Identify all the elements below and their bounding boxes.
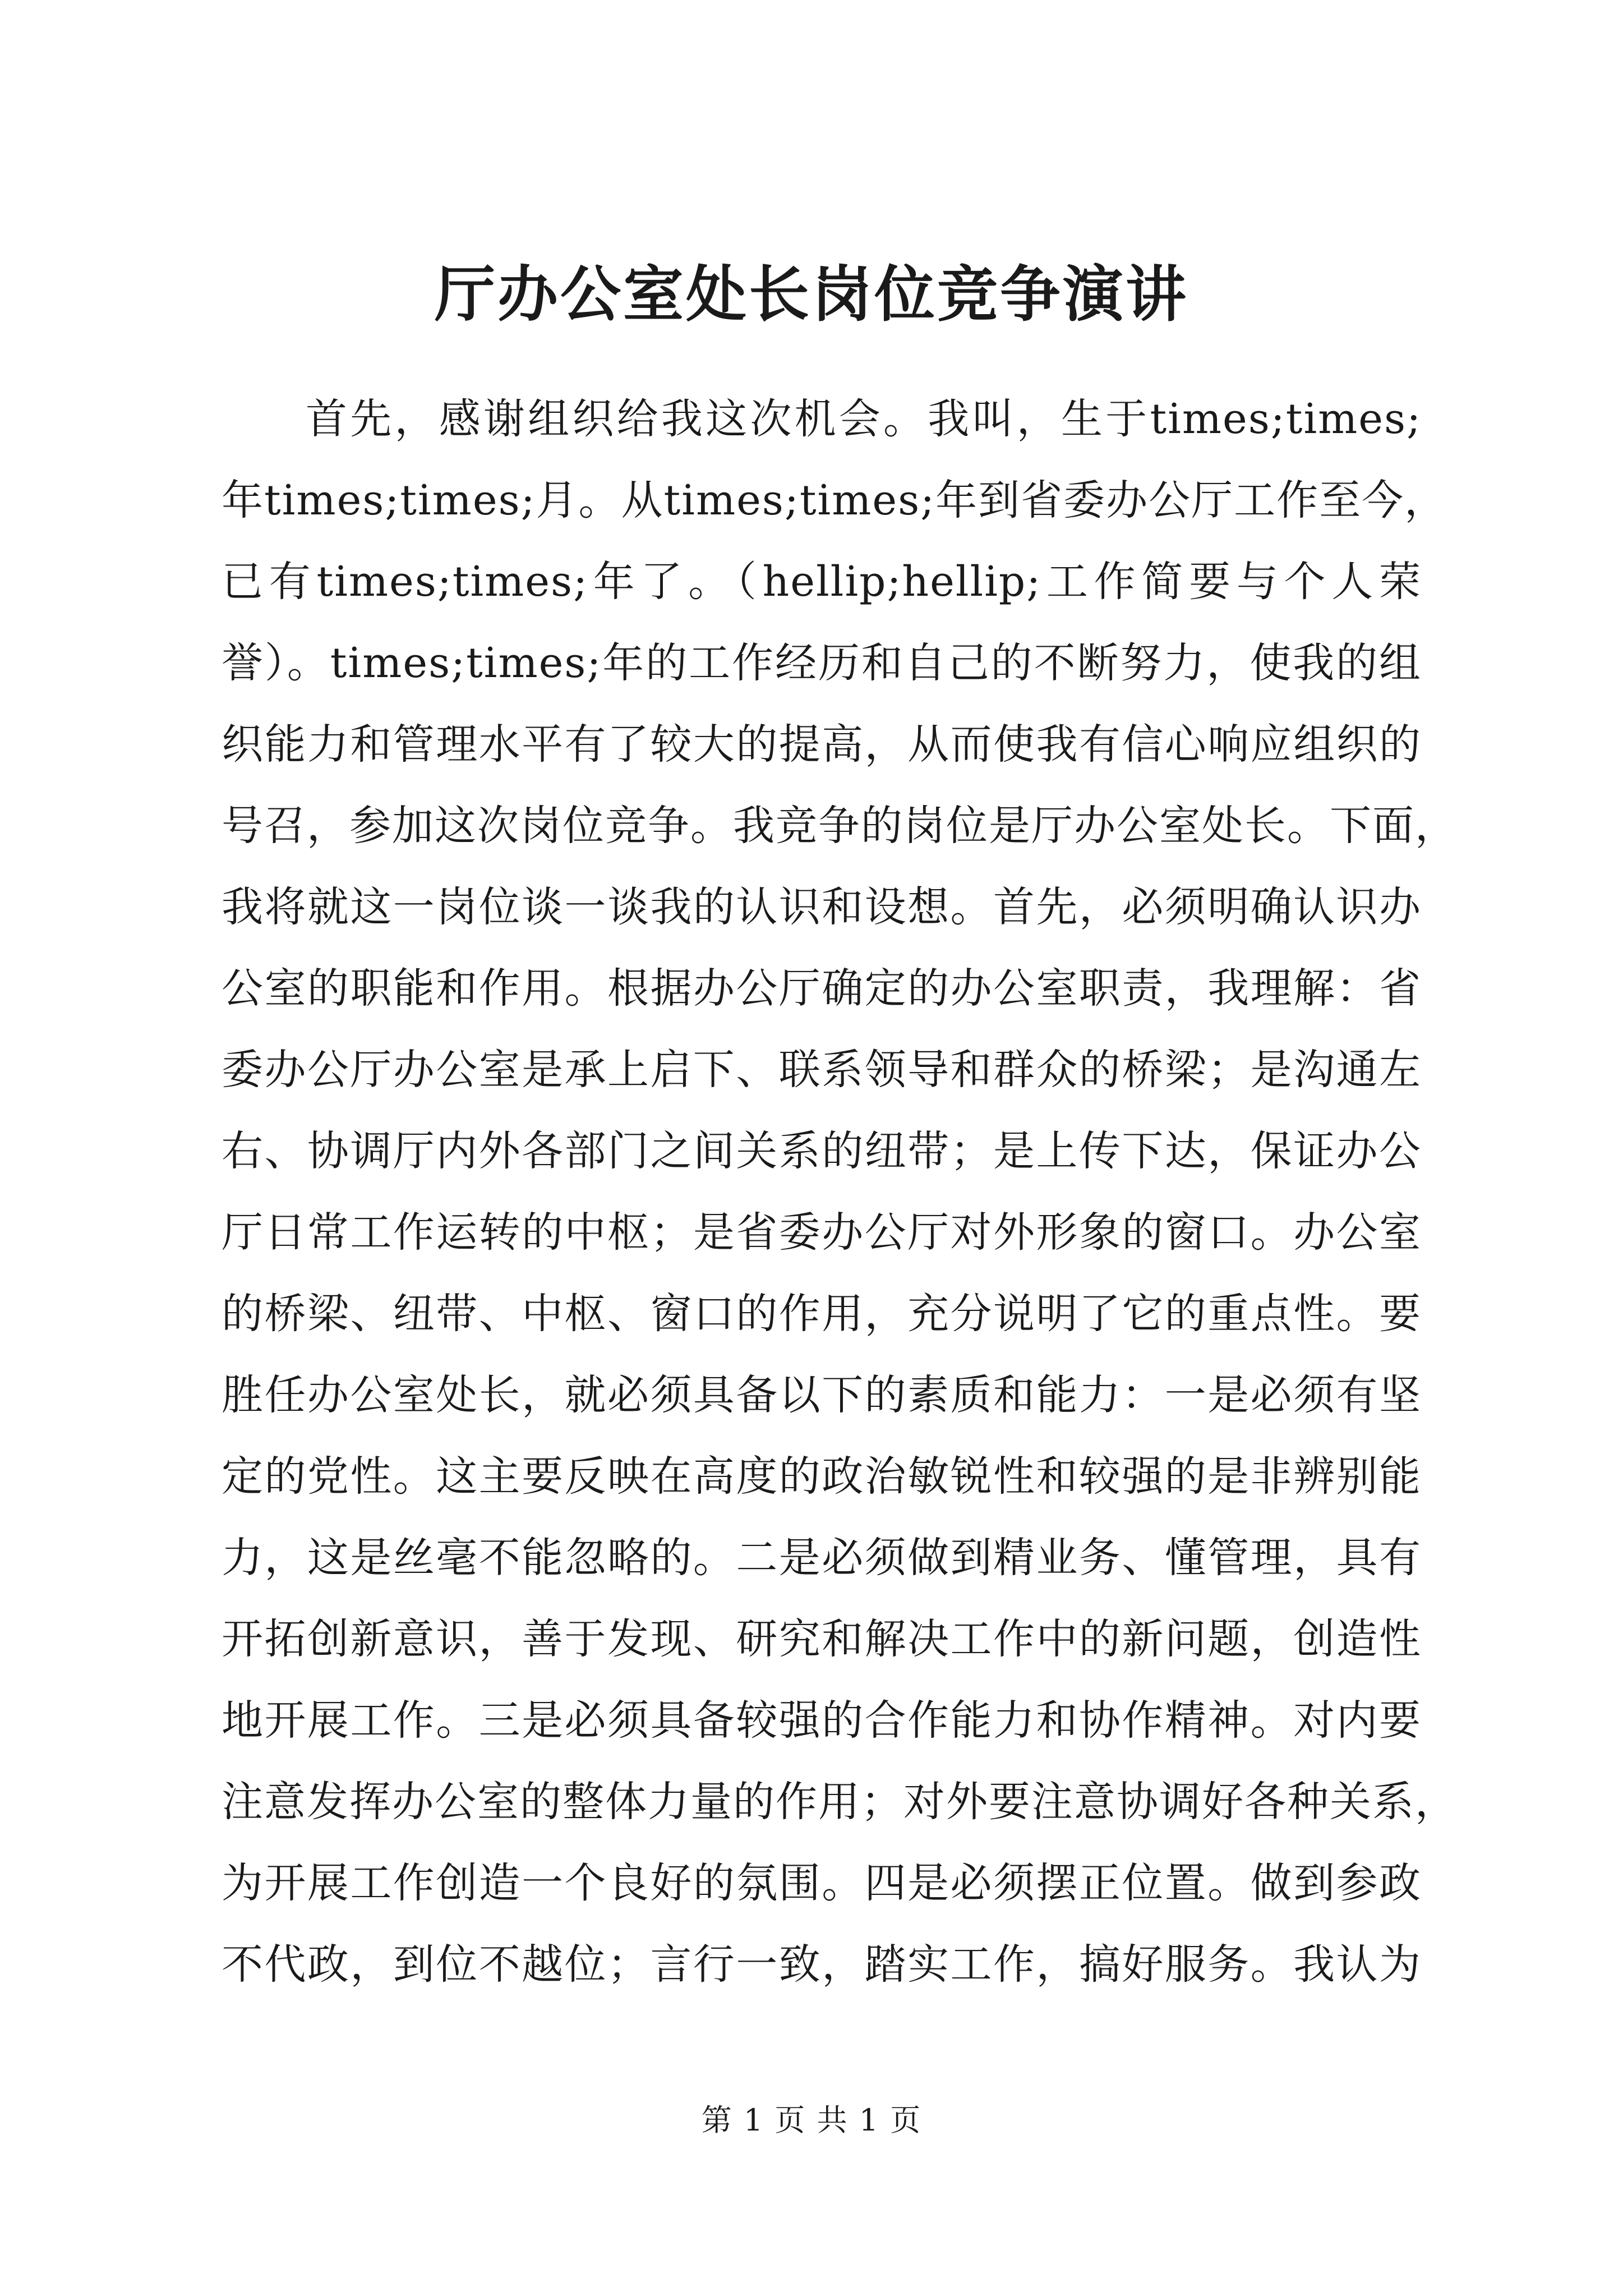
document-body [222,379,1458,2005]
body-line: 号召，参加这次岗位竞争。我竞争的岗位是厅办公室处长。下面， [222,802,1458,850]
body-line: 右、协调厅内外各部门之间关系的纽带；是上传下达，保证办公 [222,1127,1422,1175]
body-line: 为开展工作创造一个良好的氛围。四是必须摆正位置。做到参政 [222,1859,1422,1907]
body-line: 公室的职能和作用。根据办公厅确定的办公室职责，我理解：省 [222,964,1422,1013]
body-line: 已有times;times;年了。（hellip;hellip;工作简要与个人荣 [222,558,1422,606]
body-line: 注意发挥办公室的整体力量的作用；对外要注意协调好各种关系， [222,1778,1458,1826]
body-line: 胜任办公室处长，就必须具备以下的素质和能力：一是必须有坚 [222,1371,1422,1419]
body-line: 定的党性。这主要反映在高度的政治敏锐性和较强的是非辨别能 [222,1452,1422,1501]
body-line: 我将就这一岗位谈一谈我的认识和设想。首先，必须明确认识办 [222,883,1422,931]
page-number-footer: 第 1 页 共 1 页 [701,2102,922,2138]
document-title: 厅办公室处长岗位竞争演讲 [434,259,1188,330]
body-line: 地开展工作。三是必须具备较强的合作能力和协作精神。对内要 [222,1696,1422,1745]
body-line: 首先，感谢组织给我这次机会。我叫，生于times;times; [306,395,1422,443]
body-line: 织能力和管理水平有了较大的提高，从而使我有信心响应组织的 [222,720,1422,769]
body-line: 委办公厅办公室是承上启下、联系领导和群众的桥梁；是沟通左 [222,1046,1422,1094]
body-line: 厅日常工作运转的中枢；是省委办公厅对外形象的窗口。办公室 [222,1208,1422,1257]
body-line: 力，这是丝毫不能忽略的。二是必须做到精业务、懂管理，具有 [222,1534,1422,1582]
body-line: 的桥梁、纽带、中枢、窗口的作用，充分说明了它的重点性。要 [222,1290,1422,1338]
body-line: 誉）。times;times;年的工作经历和自己的不断努力，使我的组 [222,639,1422,687]
body-line: 年times;times;月。从times;times;年到省委办公厅工作至今， [222,476,1447,524]
body-line: 不代政，到位不越位；言行一致，踏实工作，搞好服务。我认为 [222,1940,1422,1989]
body-line: 开拓创新意识，善于发现、研究和解决工作中的新问题，创造性 [222,1615,1422,1663]
